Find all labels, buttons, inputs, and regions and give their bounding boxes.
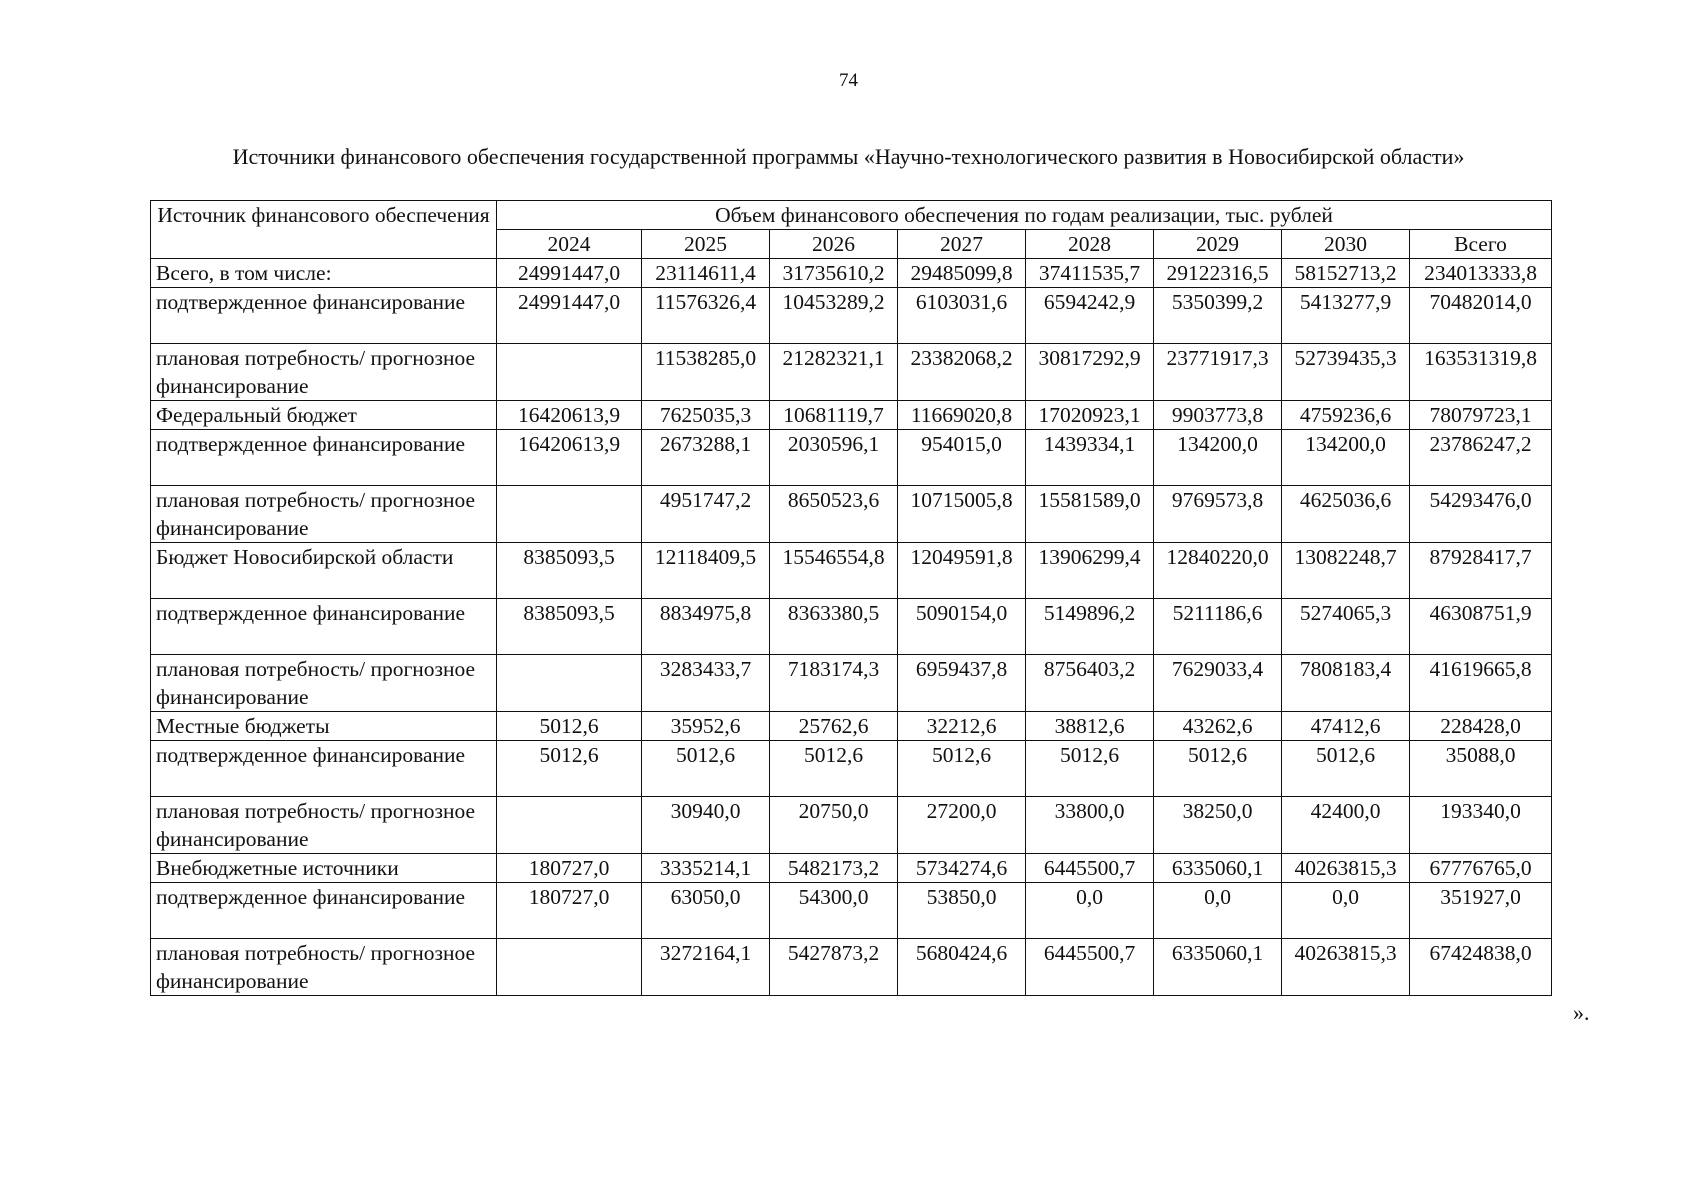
value-cell: 70482014,0 — [1410, 288, 1552, 344]
value-cell: 11538285,0 — [642, 344, 770, 401]
table-header — [151, 201, 1552, 259]
value-cell: 351927,0 — [1410, 883, 1552, 939]
value-cell: 5012,6 — [1282, 741, 1410, 797]
value-cell: 67424838,0 — [1410, 939, 1552, 996]
row-label: плановая потребность/ прогнозное финансирование — [151, 655, 497, 712]
value-cell: 11669020,8 — [898, 401, 1026, 430]
value-cell: 33800,0 — [1026, 797, 1154, 854]
table-row — [151, 543, 1552, 599]
value-cell: 5012,6 — [898, 741, 1026, 797]
value-cell: 10681119,7 — [770, 401, 898, 430]
value-cell: 29122316,5 — [1154, 259, 1282, 288]
value-cell: 42400,0 — [1282, 797, 1410, 854]
row-label: Бюджет Новосибирской области — [151, 543, 497, 599]
row-label: Всего, в том числе: — [151, 259, 497, 288]
table-row — [151, 486, 1552, 543]
row-label: плановая потребность/ прогнозное финансирование — [151, 344, 497, 401]
value-cell: 13906299,4 — [1026, 543, 1154, 599]
table-row — [151, 259, 1552, 288]
value-cell: 12049591,8 — [898, 543, 1026, 599]
value-cell: 4951747,2 — [642, 486, 770, 543]
value-cell: 23382068,2 — [898, 344, 1026, 401]
year-header-2030: 2030 — [1282, 230, 1410, 259]
value-cell: 6445500,7 — [1026, 854, 1154, 883]
value-cell: 52739435,3 — [1282, 344, 1410, 401]
value-cell: 16420613,9 — [497, 401, 642, 430]
value-cell: 0,0 — [1282, 883, 1410, 939]
value-cell — [497, 344, 642, 401]
header-row-1 — [151, 201, 1552, 230]
value-cell: 193340,0 — [1410, 797, 1552, 854]
value-cell: 5012,6 — [1026, 741, 1154, 797]
value-cell: 228428,0 — [1410, 712, 1552, 741]
table-row — [151, 854, 1552, 883]
value-cell: 10453289,2 — [770, 288, 898, 344]
row-label: Местные бюджеты — [151, 712, 497, 741]
value-cell: 12118409,5 — [642, 543, 770, 599]
value-cell: 35952,6 — [642, 712, 770, 741]
row-label: подтвержденное финансирование — [151, 288, 497, 344]
value-cell: 30940,0 — [642, 797, 770, 854]
table-row — [151, 939, 1552, 996]
table-row — [151, 599, 1552, 655]
value-cell: 5149896,2 — [1026, 599, 1154, 655]
value-cell: 41619665,8 — [1410, 655, 1552, 712]
value-cell: 8363380,5 — [770, 599, 898, 655]
value-cell: 2673288,1 — [642, 430, 770, 486]
value-cell: 180727,0 — [497, 883, 642, 939]
value-cell: 180727,0 — [497, 854, 642, 883]
value-cell: 2030596,1 — [770, 430, 898, 486]
value-cell — [497, 486, 642, 543]
value-cell: 5012,6 — [497, 741, 642, 797]
value-cell: 24991447,0 — [497, 288, 642, 344]
value-cell: 5274065,3 — [1282, 599, 1410, 655]
value-cell: 23771917,3 — [1154, 344, 1282, 401]
row-label: Внебюджетные источники — [151, 854, 497, 883]
value-cell: 43262,6 — [1154, 712, 1282, 741]
value-cell: 54293476,0 — [1410, 486, 1552, 543]
table-row — [151, 344, 1552, 401]
row-label: подтвержденное финансирование — [151, 741, 497, 797]
value-cell: 3335214,1 — [642, 854, 770, 883]
value-cell: 25762,6 — [770, 712, 898, 741]
table-row — [151, 797, 1552, 854]
value-cell: 10715005,8 — [898, 486, 1026, 543]
value-cell — [497, 797, 642, 854]
financing-table — [150, 200, 1552, 996]
year-header-2024: 2024 — [497, 230, 642, 259]
table-row — [151, 712, 1552, 741]
value-cell: 53850,0 — [898, 883, 1026, 939]
table-row — [151, 430, 1552, 486]
value-cell: 13082248,7 — [1282, 543, 1410, 599]
closing-quote: ». — [1573, 1000, 1590, 1025]
value-cell: 16420613,9 — [497, 430, 642, 486]
value-cell: 6959437,8 — [898, 655, 1026, 712]
value-cell: 7808183,4 — [1282, 655, 1410, 712]
value-cell: 8385093,5 — [497, 599, 642, 655]
value-cell: 20750,0 — [770, 797, 898, 854]
row-label: плановая потребность/ прогнозное финансирование — [151, 486, 497, 543]
value-cell: 47412,6 — [1282, 712, 1410, 741]
value-cell: 5211186,6 — [1154, 599, 1282, 655]
row-label: подтвержденное финансирование — [151, 883, 497, 939]
value-cell: 54300,0 — [770, 883, 898, 939]
value-cell — [497, 939, 642, 996]
year-header-total: Всего — [1410, 230, 1552, 259]
value-cell: 0,0 — [1026, 883, 1154, 939]
value-cell: 3283433,7 — [642, 655, 770, 712]
value-cell: 40263815,3 — [1282, 854, 1410, 883]
value-cell: 40263815,3 — [1282, 939, 1410, 996]
value-cell: 6335060,1 — [1154, 854, 1282, 883]
value-cell: 8756403,2 — [1026, 655, 1154, 712]
value-cell: 3272164,1 — [642, 939, 770, 996]
value-cell: 12840220,0 — [1154, 543, 1282, 599]
year-header-2025: 2025 — [642, 230, 770, 259]
row-label: Федеральный бюджет — [151, 401, 497, 430]
value-cell: 32212,6 — [898, 712, 1026, 741]
table-row — [151, 883, 1552, 939]
value-cell: 6594242,9 — [1026, 288, 1154, 344]
document-title: Источники финансового обеспечения государственной программы «Научно-технологического развития в Новосибирской области» — [232, 144, 1465, 169]
value-cell: 15581589,0 — [1026, 486, 1154, 543]
value-cell: 8834975,8 — [642, 599, 770, 655]
value-cell: 58152713,2 — [1282, 259, 1410, 288]
value-cell: 134200,0 — [1154, 430, 1282, 486]
page-number: 74 — [839, 70, 858, 91]
value-cell: 0,0 — [1154, 883, 1282, 939]
value-cell: 9769573,8 — [1154, 486, 1282, 543]
value-cell: 15546554,8 — [770, 543, 898, 599]
volume-header: Объем финансового обеспечения по годам реализации, тыс. рублей — [497, 201, 1552, 230]
value-cell: 6335060,1 — [1154, 939, 1282, 996]
value-cell: 134200,0 — [1282, 430, 1410, 486]
value-cell: 5734274,6 — [898, 854, 1026, 883]
value-cell: 37411535,7 — [1026, 259, 1154, 288]
value-cell: 63050,0 — [642, 883, 770, 939]
value-cell: 78079723,1 — [1410, 401, 1552, 430]
value-cell: 5012,6 — [642, 741, 770, 797]
value-cell: 87928417,7 — [1410, 543, 1552, 599]
value-cell: 7629033,4 — [1154, 655, 1282, 712]
table-row — [151, 401, 1552, 430]
table-row — [151, 655, 1552, 712]
row-label: подтвержденное финансирование — [151, 430, 497, 486]
value-cell: 6103031,6 — [898, 288, 1026, 344]
value-cell: 8385093,5 — [497, 543, 642, 599]
value-cell: 5090154,0 — [898, 599, 1026, 655]
year-header-2029: 2029 — [1154, 230, 1282, 259]
value-cell: 5680424,6 — [898, 939, 1026, 996]
value-cell: 4625036,6 — [1282, 486, 1410, 543]
value-cell: 30817292,9 — [1026, 344, 1154, 401]
value-cell: 38812,6 — [1026, 712, 1154, 741]
value-cell: 5482173,2 — [770, 854, 898, 883]
value-cell: 11576326,4 — [642, 288, 770, 344]
table-row — [151, 741, 1552, 797]
value-cell: 35088,0 — [1410, 741, 1552, 797]
value-cell: 5012,6 — [497, 712, 642, 741]
value-cell: 5012,6 — [770, 741, 898, 797]
value-cell: 163531319,8 — [1410, 344, 1552, 401]
value-cell: 1439334,1 — [1026, 430, 1154, 486]
value-cell: 38250,0 — [1154, 797, 1282, 854]
source-header: Источник финансового обеспечения — [151, 201, 497, 259]
value-cell: 31735610,2 — [770, 259, 898, 288]
row-label: плановая потребность/ прогнозное финансирование — [151, 797, 497, 854]
value-cell: 5413277,9 — [1282, 288, 1410, 344]
row-label: плановая потребность/ прогнозное финансирование — [151, 939, 497, 996]
value-cell: 23786247,2 — [1410, 430, 1552, 486]
year-header-2027: 2027 — [898, 230, 1026, 259]
value-cell: 5350399,2 — [1154, 288, 1282, 344]
value-cell: 7625035,3 — [642, 401, 770, 430]
table-body — [151, 259, 1552, 996]
value-cell: 5427873,2 — [770, 939, 898, 996]
value-cell: 17020923,1 — [1026, 401, 1154, 430]
table-row — [151, 288, 1552, 344]
value-cell: 27200,0 — [898, 797, 1026, 854]
value-cell: 9903773,8 — [1154, 401, 1282, 430]
value-cell: 24991447,0 — [497, 259, 642, 288]
value-cell: 29485099,8 — [898, 259, 1026, 288]
year-header-2028: 2028 — [1026, 230, 1154, 259]
value-cell: 7183174,3 — [770, 655, 898, 712]
value-cell: 954015,0 — [898, 430, 1026, 486]
value-cell: 8650523,6 — [770, 486, 898, 543]
value-cell: 234013333,8 — [1410, 259, 1552, 288]
value-cell: 23114611,4 — [642, 259, 770, 288]
value-cell: 5012,6 — [1154, 741, 1282, 797]
value-cell: 21282321,1 — [770, 344, 898, 401]
value-cell: 67776765,0 — [1410, 854, 1552, 883]
value-cell: 46308751,9 — [1410, 599, 1552, 655]
value-cell: 4759236,6 — [1282, 401, 1410, 430]
year-header-2026: 2026 — [770, 230, 898, 259]
row-label: подтвержденное финансирование — [151, 599, 497, 655]
value-cell: 6445500,7 — [1026, 939, 1154, 996]
value-cell — [497, 655, 642, 712]
